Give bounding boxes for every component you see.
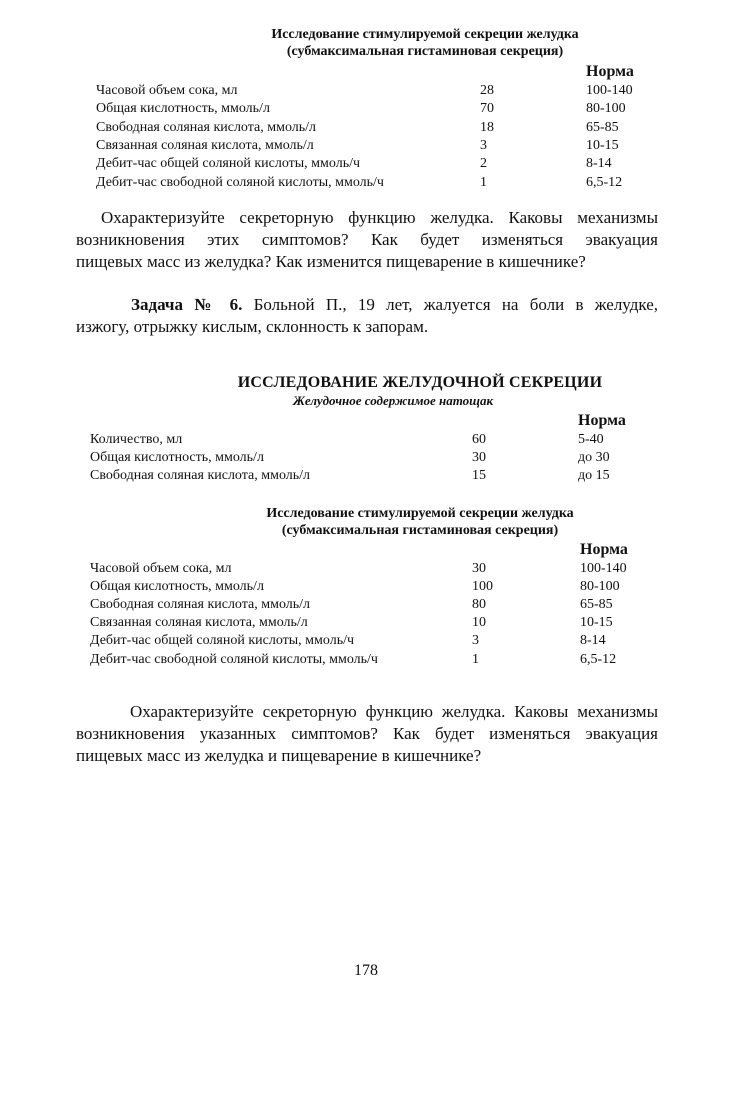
row-value: 100: [472, 579, 493, 594]
row-label: Общая кислотность, ммоль/л: [90, 579, 264, 594]
row-label: Дебит-час общей соляной кислоты, ммоль/ч: [90, 633, 355, 648]
table-row: [0, 119, 732, 137]
row-value: 28: [480, 83, 494, 98]
question1-line: Охарактеризуйте секреторную функцию желудка. Каковы механизмы: [101, 208, 658, 227]
block3-title-line2: (субмаксимальная гистаминовая секреция): [281, 523, 559, 538]
row-label: Часовой объем сока, мл: [90, 561, 232, 576]
row-value: 1: [480, 175, 487, 190]
block2-main-title: ИССЛЕДОВАНИЕ ЖЕЛУДОЧНОЙ СЕКРЕЦИИ: [237, 374, 603, 391]
row-norm: 80-100: [580, 579, 620, 594]
question2-line: возникновения указанных симптомов? Как будет изменяться эвакуация: [76, 724, 658, 743]
table-row: [0, 560, 732, 578]
table-row: [0, 578, 732, 596]
task6-paragraph: [76, 294, 658, 338]
block1-title-line2: (субмаксимальная гистаминовая секреция): [286, 44, 564, 59]
question2-line: Охарактеризуйте секреторную функцию желудка. Каковы механизмы: [130, 702, 658, 721]
row-norm: до 30: [578, 450, 610, 465]
row-value: 70: [480, 101, 494, 116]
row-label: Количество, мл: [90, 432, 183, 447]
row-value: 10: [472, 615, 486, 630]
table-row: [0, 596, 732, 614]
block3-title-line1: Исследование стимулируемой секреции желудка: [266, 506, 574, 521]
row-value: 18: [480, 120, 494, 135]
block3-norm-header: Норма: [580, 541, 628, 558]
row-norm: 10-15: [580, 615, 613, 630]
table-row: [0, 174, 732, 192]
task6-text: Больной П., 19 лет, жалуется на боли в желудке,: [253, 295, 659, 314]
table-row: [0, 614, 732, 632]
row-value: 30: [472, 561, 486, 576]
row-norm: 5-40: [578, 432, 604, 447]
row-value: 2: [480, 156, 487, 171]
row-label: Дебит-час свободной соляной кислоты, ммоль/ч: [96, 175, 384, 190]
row-label: Свободная соляная кислота, ммоль/л: [90, 597, 311, 612]
table-row: [0, 467, 732, 485]
row-value: 60: [472, 432, 486, 447]
table-row: [0, 449, 732, 467]
row-label: Связанная соляная кислота, ммоль/л: [90, 615, 308, 630]
table-row: [0, 155, 732, 173]
row-norm: 6,5-12: [586, 175, 623, 190]
page-number: 178: [354, 962, 378, 979]
row-label: Свободная соляная кислота, ммоль/л: [96, 120, 317, 135]
task6-line2: изжогу, отрыжку кислым, склонность к запорам.: [76, 317, 429, 336]
row-value: 15: [472, 468, 486, 483]
row-value: 80: [472, 597, 486, 612]
question1-paragraph: [76, 207, 658, 273]
table-row: [0, 100, 732, 118]
row-label: Дебит-час общей соляной кислоты, ммоль/ч: [96, 156, 361, 171]
row-label: Дебит-час свободной соляной кислоты, ммоль/ч: [90, 652, 378, 667]
row-label: Связанная соляная кислота, ммоль/л: [96, 138, 314, 153]
block2-norm-header: Норма: [578, 412, 626, 429]
row-norm: 6,5-12: [580, 652, 617, 667]
table-row: [0, 651, 732, 669]
row-label: Общая кислотность, ммоль/л: [90, 450, 264, 465]
block2-subtitle: Желудочное содержимое натощак: [293, 393, 494, 408]
row-norm: 8-14: [586, 156, 612, 171]
question1-line: возникновения этих симптомов? Как будет изменяться эвакуация: [76, 230, 658, 249]
row-norm: 8-14: [580, 633, 606, 648]
row-norm: 100-140: [580, 561, 627, 576]
question1-line: пищевых масс из желудка? Как изменится пищеварение в кишечнике?: [76, 252, 586, 271]
row-norm: 100-140: [586, 83, 633, 98]
question2-line: пищевых масс из желудка и пищеварение в кишечнике?: [76, 746, 482, 765]
row-value: 30: [472, 450, 486, 465]
table-row: [0, 632, 732, 650]
row-value: 3: [472, 633, 479, 648]
task6-line1: [76, 294, 658, 316]
row-label: Свободная соляная кислота, ммоль/л: [90, 468, 311, 483]
row-norm: 80-100: [586, 101, 626, 116]
table-row: [0, 137, 732, 155]
table-row: [0, 82, 732, 100]
row-value: 1: [472, 652, 479, 667]
row-value: 3: [480, 138, 487, 153]
block1-norm-header: Норма: [586, 63, 634, 80]
row-norm: 10-15: [586, 138, 619, 153]
row-norm: 65-85: [580, 597, 613, 612]
row-label: Часовой объем сока, мл: [96, 83, 238, 98]
row-label: Общая кислотность, ммоль/л: [96, 101, 270, 116]
task6-label: Задача № 6.: [131, 295, 243, 314]
question2-paragraph: [76, 701, 658, 767]
row-norm: 65-85: [586, 120, 619, 135]
table-row: [0, 431, 732, 449]
row-norm: до 15: [578, 468, 610, 483]
block1-title-line1: Исследование стимулируемой секреции желудка: [271, 27, 579, 42]
